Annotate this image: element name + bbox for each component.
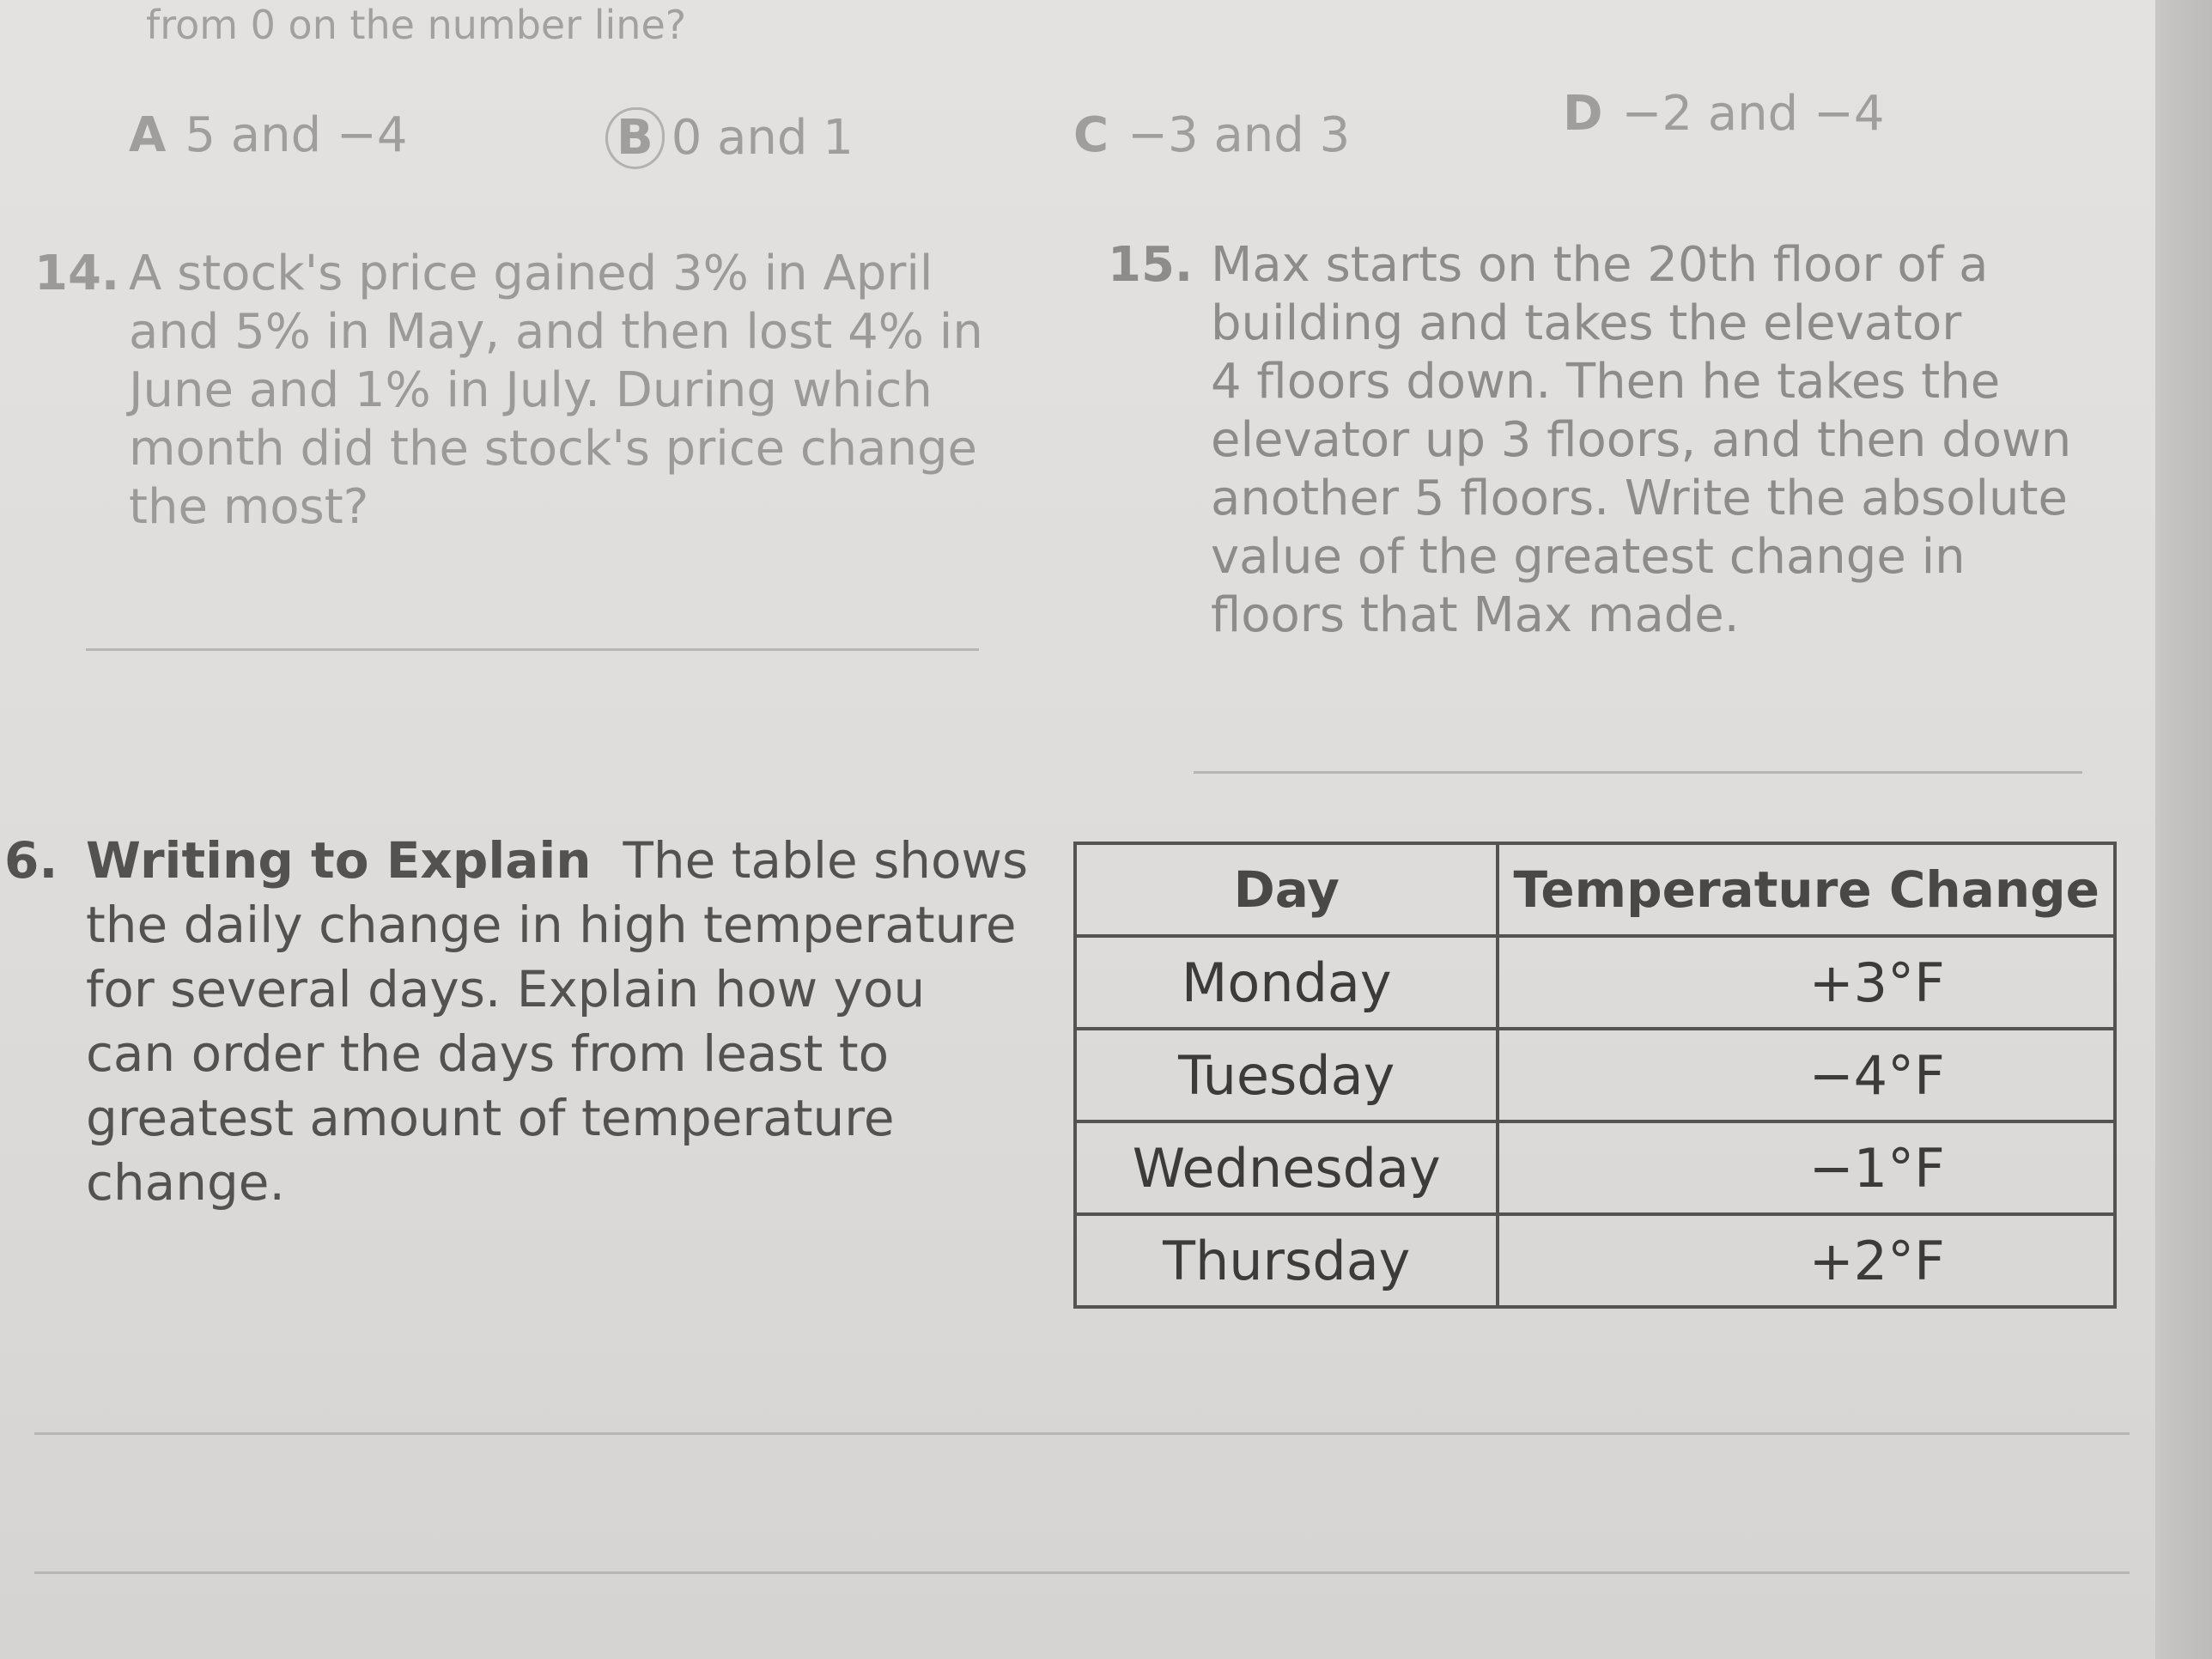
day-cell: Wednesday <box>1075 1121 1498 1214</box>
question-15 <box>1108 236 2072 645</box>
previous-question-text: from 0 on the number line? <box>146 2 687 48</box>
question-text-line: can order the days from least to <box>86 1024 890 1083</box>
question-text-line: floors that Max made. <box>1211 587 1740 643</box>
temperature-table <box>1073 842 2117 1309</box>
choice-letter: A <box>129 107 167 163</box>
question-number: 6. <box>4 831 58 890</box>
question-text-line: greatest amount of temperature <box>86 1089 895 1147</box>
question-text-line: June and 1% in July. During which <box>129 362 933 418</box>
question-text-line: building and takes the elevator <box>1211 295 1962 351</box>
table-header-row <box>1075 843 2115 936</box>
question-text-line: 4 floors down. Then he takes the <box>1211 354 2001 410</box>
question-text-line: another 5 floors. Write the absolute <box>1211 471 2068 526</box>
choice-a <box>129 107 407 164</box>
question-text-line: the most? <box>129 479 369 535</box>
question-number: 15. <box>1108 237 1194 293</box>
choice-text: −3 and 3 <box>1127 107 1351 163</box>
day-cell: Tuesday <box>1075 1029 1498 1121</box>
table-row <box>1075 936 2115 1029</box>
temperature-change-cell: −4°F <box>1498 1029 2115 1121</box>
temperature-change-cell: +2°F <box>1498 1214 2115 1307</box>
table-row <box>1075 1214 2115 1307</box>
question-16 <box>4 829 1030 1215</box>
question-14 <box>34 245 983 537</box>
choice-text: 5 and −4 <box>185 107 408 163</box>
answer-line-16-second <box>34 1571 2130 1574</box>
temperature-change-cell: −1°F <box>1498 1121 2115 1214</box>
day-cell: Thursday <box>1075 1214 1498 1307</box>
column-header-day: Day <box>1075 843 1498 936</box>
answer-line-14 <box>86 648 979 651</box>
choice-letter-circled: B <box>605 107 665 169</box>
answer-line-15 <box>1194 771 2082 774</box>
column-header-temperature-change: Temperature Change <box>1498 843 2115 936</box>
choice-text: 0 and 1 <box>671 110 854 166</box>
question-text-line: value of the greatest change in <box>1211 529 1966 585</box>
question-text-line: change. <box>86 1153 285 1212</box>
question-text-line: for several days. Explain how you <box>86 960 926 1018</box>
question-text-line: month did the stock's price change <box>129 421 977 477</box>
question-text-line: elevator up 3 floors, and then down <box>1211 412 2072 468</box>
choice-letter: D <box>1563 86 1603 142</box>
question-text-line: A stock's price gained 3% in April <box>129 246 933 301</box>
table-row <box>1075 1029 2115 1121</box>
choice-c <box>1073 107 1350 164</box>
question-text-line: Max starts on the 20th floor of a <box>1211 237 1989 293</box>
question-text-line: and 5% in May, and then lost 4% in <box>129 304 983 360</box>
answer-line-16-first <box>34 1432 2130 1435</box>
question-heading: Writing to Explain <box>86 831 592 890</box>
table-row <box>1075 1121 2115 1214</box>
choice-letter: C <box>1073 107 1109 163</box>
question-text-line: Writing to Explain The table shows <box>86 831 1029 890</box>
question-text-line: the daily change in high temperature <box>86 896 1017 954</box>
day-cell: Monday <box>1075 936 1498 1029</box>
page-edge-shadow <box>2155 0 2212 1659</box>
temperature-change-cell: +3°F <box>1498 936 2115 1029</box>
question-number: 14. <box>34 246 120 301</box>
choice-d <box>1563 86 1885 143</box>
choice-b <box>605 107 854 169</box>
choice-text: −2 and −4 <box>1621 86 1885 142</box>
